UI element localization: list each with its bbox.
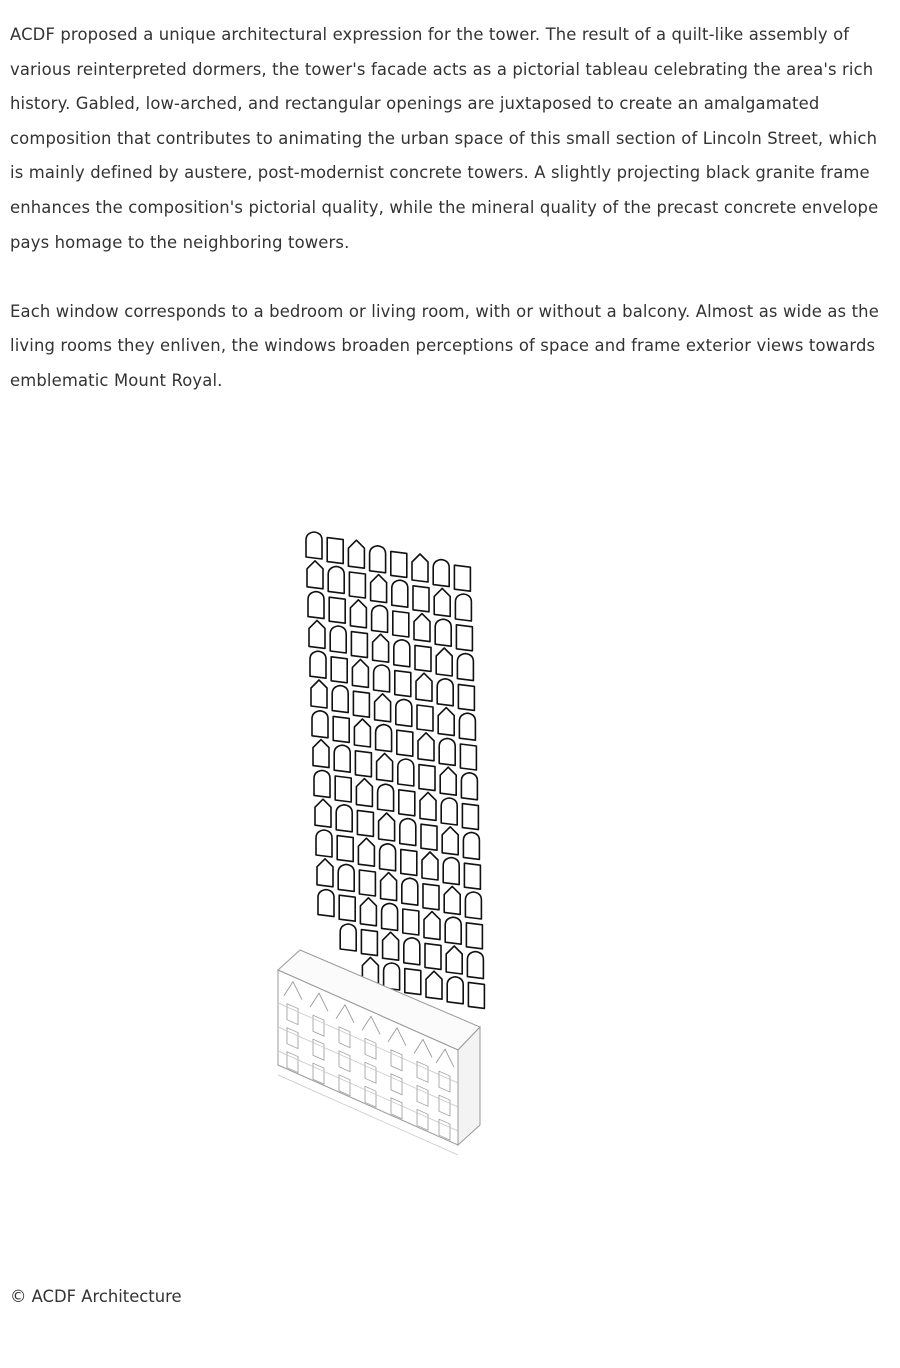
facade-window-arched (380, 844, 396, 871)
facade-window-arched (376, 725, 392, 752)
facade-window-arched (332, 686, 348, 713)
facade-window-gabled (416, 673, 432, 701)
facade-window-gabled (424, 912, 440, 940)
facade-window-rectangular (333, 716, 349, 742)
facade-window-rectangular (415, 645, 431, 671)
facade-window-arched (439, 738, 455, 765)
facade-window-arched (334, 745, 350, 772)
facade-window-rectangular (355, 751, 371, 777)
facade-window-rectangular (468, 982, 484, 1008)
facade-window-rectangular (361, 930, 377, 956)
facade-window-arched (445, 917, 461, 944)
facade-window-arched (340, 924, 356, 951)
facade-window-gabled (315, 799, 331, 827)
facade-window-rectangular (357, 810, 373, 836)
facade-window-rectangular (353, 691, 369, 717)
facade-window-gabled (377, 753, 393, 781)
facade-window-gabled (371, 575, 387, 603)
facade-window-gabled (420, 792, 436, 820)
facade-window-rectangular (395, 671, 411, 697)
facade-window-gabled (350, 600, 366, 628)
facade-window-gabled (317, 859, 333, 887)
facade-window-rectangular (327, 538, 343, 564)
facade-window-arched (461, 773, 477, 800)
facade-window-rectangular (397, 730, 413, 756)
facade-window-gabled (444, 886, 460, 914)
facade-window-gabled (348, 540, 364, 568)
facade-window-gabled (309, 620, 325, 648)
facade-window-gabled (426, 971, 442, 999)
facade-window-arched (370, 546, 386, 573)
facade-window-rectangular (421, 824, 437, 850)
facade-window-gabled (436, 648, 452, 676)
facade-window-gabled (373, 634, 389, 662)
facade-window-gabled (438, 708, 454, 736)
facade-window-rectangular (393, 611, 409, 637)
facade-window-arched (310, 651, 326, 678)
facade-window-gabled (383, 932, 399, 960)
facade-window-arched (338, 864, 354, 891)
article-body (10, 18, 886, 399)
facade-window-gabled (311, 680, 327, 708)
facade-window-rectangular (425, 943, 441, 969)
facade-window-arched (435, 619, 451, 646)
facade-window-rectangular (401, 849, 417, 875)
facade-window-arched (384, 963, 400, 990)
tower-facade-diagram (270, 525, 500, 1205)
facade-window-arched (400, 819, 416, 846)
facade-window-gabled (418, 733, 434, 761)
facade-window-rectangular (339, 895, 355, 921)
facade-window-rectangular (335, 776, 351, 802)
facade-window-gabled (440, 767, 456, 795)
facade-window-gabled (442, 827, 458, 855)
facade-window-arched (455, 594, 471, 621)
facade-window-gabled (414, 614, 430, 642)
facade-window-gabled (446, 946, 462, 974)
facade-window-gabled (412, 554, 428, 582)
facade-window-arched (447, 977, 463, 1004)
facade-window-rectangular (417, 705, 433, 731)
facade-window-arched (433, 560, 449, 587)
facade-window-rectangular (359, 870, 375, 896)
paragraph-window-description: Each window corresponds to a bedroom or living room, with or without a balcony. Almost as wide as the living rooms they enliven, the windows broaden perceptions of space and frame exterior views towards emblematic Mount Royal. (10, 301, 879, 390)
facade-window-arched (392, 580, 408, 607)
facade-window-arched (467, 952, 483, 979)
facade-window-rectangular (464, 863, 480, 889)
facade-window-gabled (381, 873, 397, 901)
facade-window-rectangular (337, 836, 353, 862)
facade-window-rectangular (423, 884, 439, 910)
facade-window-gabled (352, 659, 368, 687)
window-grid (306, 532, 484, 1008)
facade-window-arched (316, 830, 332, 857)
facade-window-rectangular (405, 969, 421, 995)
facade-window-rectangular (351, 632, 367, 658)
facade-window-rectangular (460, 744, 476, 770)
facade-window-rectangular (458, 684, 474, 710)
facade-window-gabled (313, 740, 329, 768)
facade-window-arched (328, 566, 344, 593)
facade-window-rectangular (456, 625, 472, 651)
facade-window-rectangular (329, 597, 345, 623)
facade-window-arched (314, 770, 330, 797)
facade-window-rectangular (413, 586, 429, 612)
tower-axonometric-drawing (270, 525, 500, 1205)
facade-window-arched (312, 711, 328, 738)
facade-window-arched (306, 532, 322, 559)
facade-window-gabled (360, 898, 376, 926)
facade-window-rectangular (454, 565, 470, 591)
facade-window-rectangular (466, 923, 482, 949)
facade-window-arched (398, 759, 414, 786)
facade-window-gabled (422, 852, 438, 880)
facade-window-arched (457, 654, 473, 681)
facade-window-arched (465, 892, 481, 919)
facade-window-arched (441, 798, 457, 825)
facade-window-arched (404, 938, 420, 965)
facade-window-gabled (356, 779, 372, 807)
facade-window-arched (394, 640, 410, 667)
facade-window-rectangular (419, 765, 435, 791)
facade-window-arched (463, 832, 479, 859)
facade-window-gabled (375, 694, 391, 722)
facade-window-rectangular (399, 790, 415, 816)
facade-window-rectangular (391, 551, 407, 577)
facade-window-arched (443, 858, 459, 885)
image-credit: © ACDF Architecture (10, 1287, 182, 1306)
facade-window-gabled (307, 561, 323, 589)
facade-window-arched (459, 713, 475, 740)
facade-window-arched (374, 665, 390, 692)
facade-window-arched (372, 605, 388, 632)
facade-window-arched (330, 626, 346, 653)
facade-window-rectangular (331, 657, 347, 683)
facade-window-arched (378, 784, 394, 811)
facade-window-rectangular (462, 804, 478, 830)
facade-window-arched (402, 878, 418, 905)
facade-window-rectangular (403, 909, 419, 935)
facade-window-arched (318, 890, 334, 917)
facade-window-gabled (379, 813, 395, 841)
paragraph-facade-description: ACDF proposed a unique architectural expression for the tower. The result of a quilt-like assembly of various reinterpreted dormers, the tower's facade acts as a pictorial tableau celebrating the area's rich history. Gabled, low-arched, and rectangular openings are juxtaposed to create an amalgamated composition that contributes to animating the urban space of this small section of Lincoln Street, which is mainly defined by austere, post-modernist concrete towers. A slightly projecting black granite frame enhances the composition's pictorial quality, while the mineral quality of the precast concrete envelope pays homage to the neighboring towers. (10, 25, 879, 252)
facade-window-rectangular (349, 572, 365, 598)
facade-window-gabled (354, 719, 370, 747)
facade-window-gabled (358, 838, 374, 866)
facade-window-arched (336, 805, 352, 832)
facade-window-arched (382, 903, 398, 930)
facade-window-arched (437, 679, 453, 706)
facade-window-arched (308, 592, 324, 619)
facade-window-arched (396, 699, 412, 726)
facade-window-gabled (434, 588, 450, 616)
